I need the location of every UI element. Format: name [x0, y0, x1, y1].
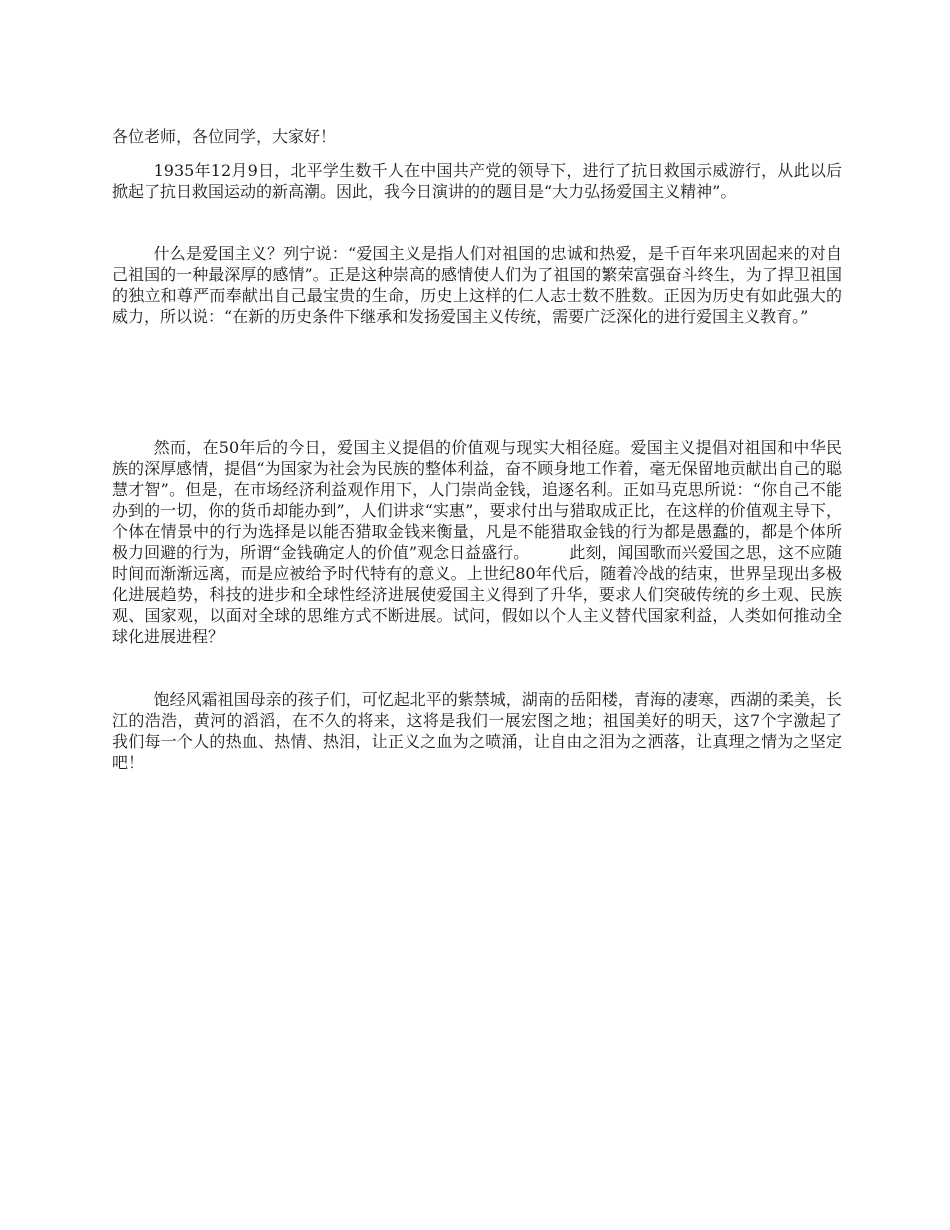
paragraph-reality: 然而，在50年后的今日，爱国主义提倡的价值观与现实大相径庭。爱国主义提倡对祖国和中华民族的深厚感情，提倡“为国家为社会为民族的整体利益，奋不顾身地工作着，毫无保留地贡献出自己的聪慧才智”。但是，在市场经济利益观作用下，人门崇尚金钱，追逐名利。正如马克思所说：“你自己不能办到的一切，你的货币却能办到”，人们讲求“实惠”，要求付出与猎取成正比，在这样的价值观主导下，个体在情景中的行为选择是以能否猎取金钱来衡量，凡是不能猎取金钱的行为都是愚蠢的，都是个体所极力回避的行为，所谓“金钱确定人的价值”观念日益盛行。 此刻，闻国歌而兴爱国之思，这不应随时间而渐渐远离，而是应被给予时代特有的意义。上世纪80年代后，随着冷战的结束，世界呈现出多极化进展趋势，科技的进步和全球性经济进展使爱国主义得到了升华，要求人们突破传统的乡土观、民族观、国家观，以面对全球的思维方式不断进展。试问，假如以个人主义替代国家利益，人类如何推动全球化进展进程？: [112, 438, 842, 646]
paragraph-intro: 1935年12月9日，北平学生数千人在中国共产党的领导下，进行了抗日救国示威游行，从此以后掀起了抗日救国运动的新高潮。因此，我今日演讲的的题目是“大力弘扬爱国主义精神”。: [112, 161, 842, 201]
paragraph-definition: 什么是爱国主义？列宁说：“爱国主义是指人们对祖国的忠诚和热爱，是千百年来巩固起来的对自己祖国的一种最深厚的感情”。正是这种崇高的感情使人们为了祖国的繁荣富强奋斗终生，为了捍卫祖国的独立和尊严而奉献出自己最宝贵的生命，历史上这样的仁人志士数不胜数。正因为历史有如此强大的威力，所以说：“在新的历史条件下继承和发扬爱国主义传统，需要广泛深化的进行爱国主义教育。”: [112, 244, 842, 326]
greeting-line: 各位老师，各位同学，大家好！: [112, 127, 337, 146]
paragraph-closing: 饱经风霜祖国母亲的孩子们，可忆起北平的紫禁城，湖南的岳阳楼，青海的凄寒，西湖的柔美，长江的浩浩，黄河的滔滔，在不久的将来，这将是我们一展宏图之地；祖国美好的明天，这7个字激起了我们每一个人的热血、热情、热泪，让正义之血为之喷涌，让自由之泪为之洒落，让真理之情为之坚定吧！: [112, 690, 842, 772]
